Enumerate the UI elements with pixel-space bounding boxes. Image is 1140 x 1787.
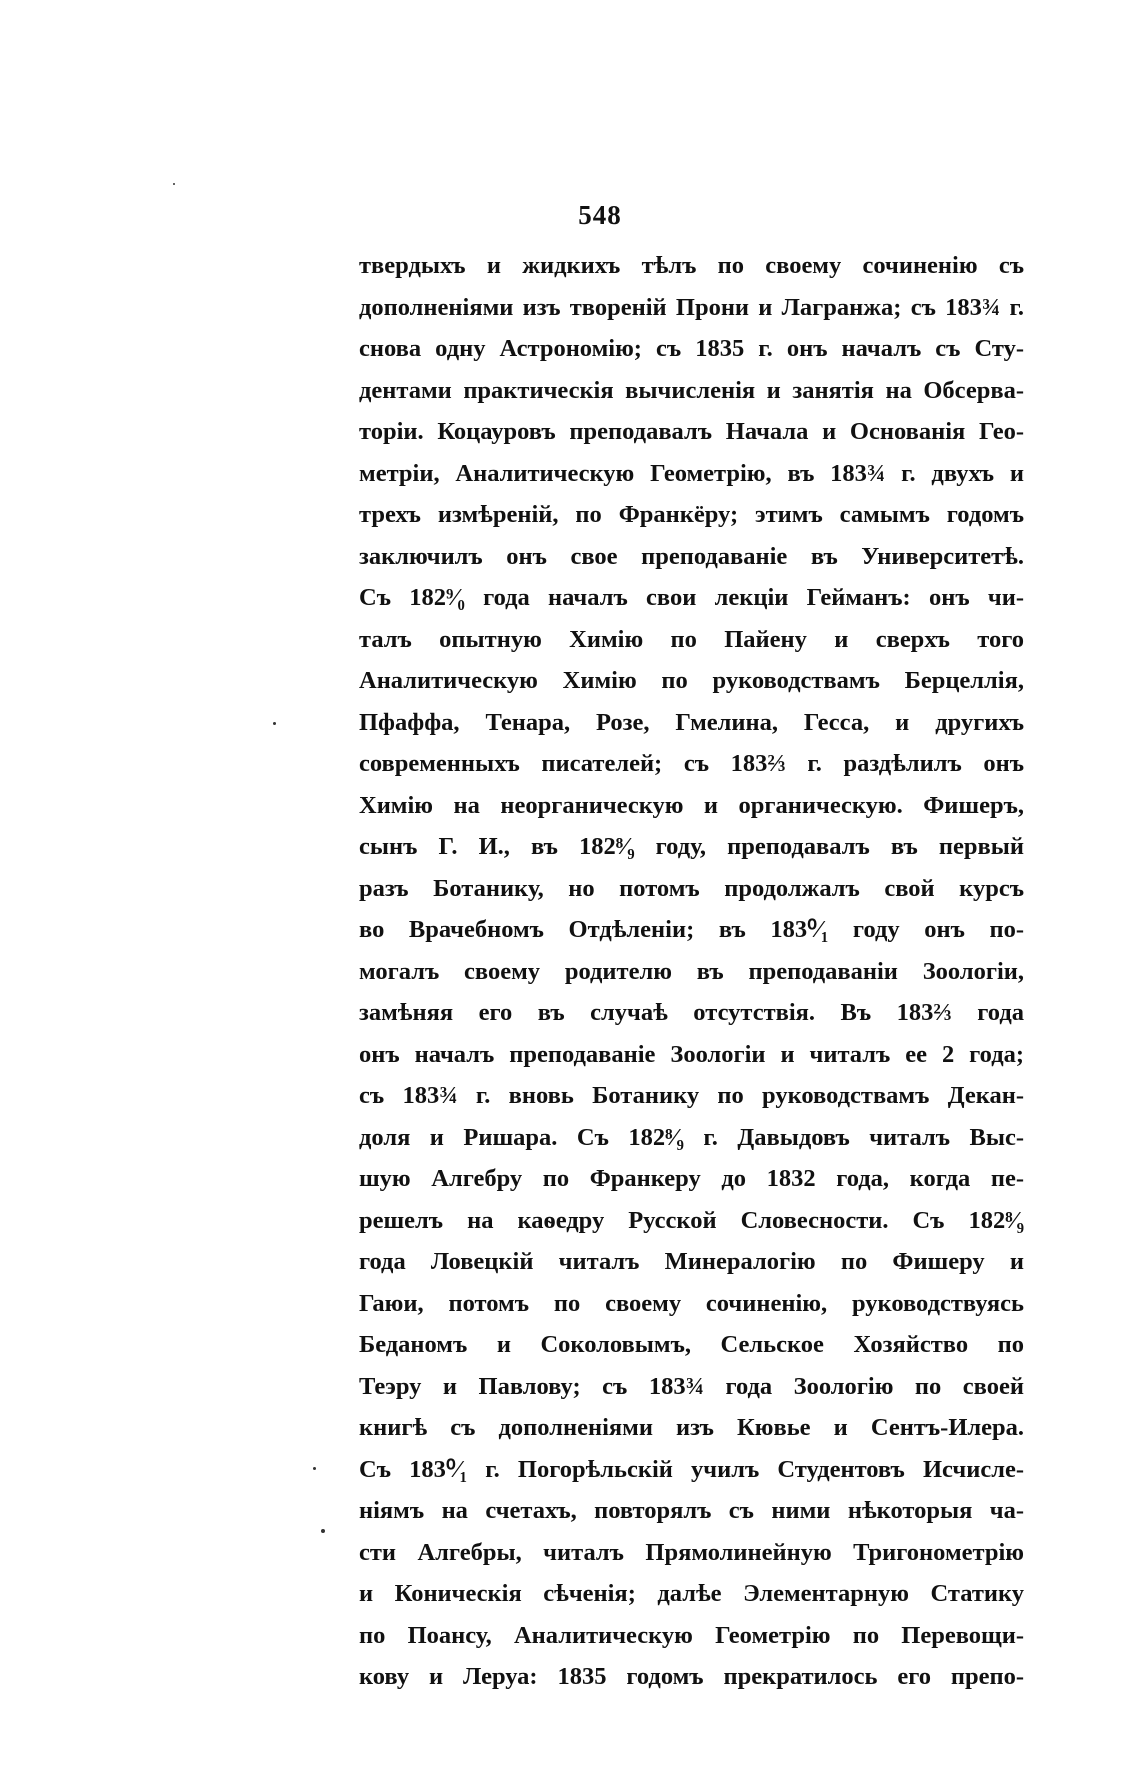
text-line: заключилъ онъ свое преподаваніе въ Университетѣ. <box>359 542 1024 570</box>
text-line: современныхъ писателей; съ 183⅔ г. раздѣлилъ онъ <box>359 750 1024 777</box>
text-line: Съ 182⁹⁄₀ года началъ свои лекціи Гейманъ: онъ чи- <box>359 584 1024 611</box>
text-line: трехъ измѣреній, по Франкёру; этимъ самымъ годомъ <box>359 501 1024 528</box>
text-line: года Ловецкій читалъ Минералогію по Фишеру и <box>359 1248 1024 1275</box>
text-line: съ 183¾ г. вновь Ботанику по руководствамъ Декан- <box>359 1082 1024 1109</box>
text-line: твердыхъ и жидкихъ тѣлъ по своему сочиненію съ <box>359 252 1024 279</box>
text-line: по Поансу, Аналитическую Геометрію по Перевощи- <box>359 1621 1024 1649</box>
scan-speck <box>313 1467 316 1470</box>
text-line: решелъ на каѳедру Русской Словесности. Съ 182⁸⁄₉ <box>359 1206 1024 1234</box>
text-line: шую Алгебру по Франкеру до 1832 года, когда пе- <box>359 1165 1024 1192</box>
text-line: снова одну Астрономію; съ 1835 г. онъ началъ съ Сту- <box>359 335 1024 362</box>
text-line: дополненіями изъ твореній Прони и Лагранжа; съ 183¾ г. <box>359 293 1024 321</box>
text-line: разъ Ботанику, но потомъ продолжалъ свой курсъ <box>359 874 1024 902</box>
body-text <box>359 245 1024 1698</box>
text-line: книгѣ съ дополненіями изъ Кювье и Сентъ-Илера. <box>359 1414 1024 1441</box>
text-line: ніямъ на счетахъ, повторялъ съ ними нѣкоторыя ча- <box>359 1497 1024 1524</box>
text-line: Беданомъ и Соколовымъ, Сельское Хозяйство по <box>359 1331 1024 1358</box>
text-line: онъ началъ преподаваніе Зоологіи и читалъ ее 2 года; <box>359 1040 1024 1068</box>
text-line: талъ опытную Химію по Пайену и сверхъ того <box>359 625 1024 653</box>
page-number: 548 <box>578 200 622 230</box>
text-line: Съ 183⁰⁄₁ г. Погорѣльскій училъ Студентовъ Исчисле- <box>359 1455 1024 1483</box>
text-line: Аналитическую Химію по руководствамъ Берцеллія, <box>359 667 1024 694</box>
scan-speck <box>173 183 175 185</box>
scan-speck <box>321 1529 325 1533</box>
text-line: замѣняя его въ случаѣ отсутствія. Въ 183⅔ года <box>359 999 1024 1026</box>
text-line: во Врачебномъ Отдѣленіи; въ 183⁰⁄₁ году онъ по- <box>359 916 1024 943</box>
text-line: метріи, Аналитическую Геометрію, въ 183¾ г. двухъ и <box>359 459 1024 487</box>
text-line: доля и Ришара. Съ 182⁸⁄₉ г. Давыдовъ читалъ Выс- <box>359 1123 1024 1151</box>
scan-speck <box>273 722 276 725</box>
text-line: кову и Леруа: 1835 годомъ прекратилось его препо- <box>359 1663 1024 1690</box>
text-line: торіи. Коцауровъ преподавалъ Начала и Основанія Гео- <box>359 418 1024 445</box>
text-line: Теэру и Павлову; съ 183¾ года Зоологію по своей <box>359 1372 1024 1400</box>
text-line: Гаюи, потомъ по своему сочиненію, руководствуясь <box>359 1289 1024 1317</box>
text-line: и Коническія сѣченія; далѣе Элементарную Статику <box>359 1580 1024 1607</box>
text-line: могалъ своему родителю въ преподаваніи Зоологіи, <box>359 957 1024 985</box>
text-line: Пфаффа, Тенара, Розе, Гмелина, Гесса, и другихъ <box>359 708 1024 736</box>
text-line: сти Алгебры, читалъ Прямолинейную Тригонометрію <box>359 1538 1024 1566</box>
text-line: Химію на неорганическую и органическую. Фишеръ, <box>359 791 1024 819</box>
text-line: дентами практическія вычисленія и занятія на Обсерва- <box>359 376 1024 404</box>
text-line: сынъ Г. И., въ 182⁸⁄₉ году, преподавалъ въ первый <box>359 833 1024 860</box>
